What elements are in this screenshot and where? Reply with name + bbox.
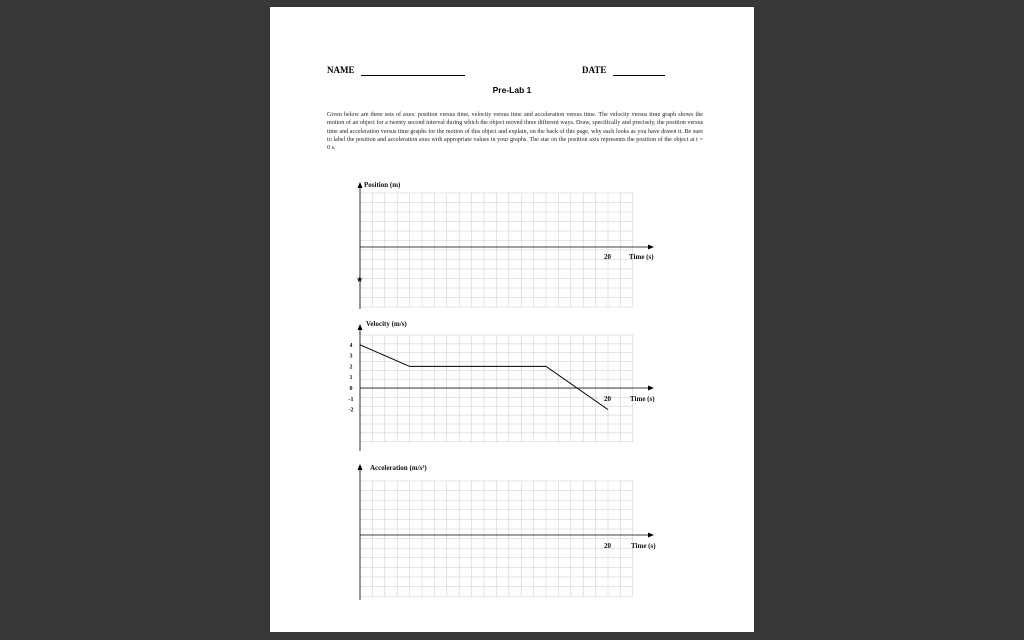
velocity-graph: [349, 320, 656, 451]
position-time-arrowhead: [648, 245, 654, 250]
velocity-time-arrowhead: [648, 386, 654, 391]
position-graph: [356, 181, 654, 309]
velocity-tick-label: -2: [348, 407, 354, 414]
velocity-tick-label: 2: [349, 364, 353, 371]
acceleration-grid: [360, 481, 633, 596]
velocity-axis-label: Velocity (m/s): [366, 320, 407, 328]
acceleration-graph: [358, 464, 657, 600]
acceleration-time-arrowhead: [648, 533, 654, 538]
position-x-end-label: 20: [604, 253, 611, 261]
star-icon: ★: [356, 275, 364, 284]
velocity-time-label: Time (s): [630, 395, 655, 403]
velocity-tick-labels: [349, 343, 354, 414]
acceleration-axis-arrowhead: [358, 464, 363, 470]
acceleration-x-end-label: 20: [604, 542, 611, 550]
velocity-axis-arrowhead: [358, 324, 363, 330]
date-label: DATE: [582, 65, 607, 75]
velocity-tick-label: 1: [349, 375, 353, 382]
worksheet-page: [270, 7, 754, 632]
graphs-area: [270, 7, 754, 632]
velocity-tick-label: 3: [349, 353, 353, 360]
velocity-tick-label: 4: [349, 342, 353, 349]
position-time-label: Time (s): [629, 253, 654, 261]
position-grid: [360, 193, 633, 307]
velocity-tick-label: -1: [348, 396, 354, 403]
acceleration-time-label: Time (s): [631, 542, 656, 550]
acceleration-axis-label: Acceleration (m/s²): [370, 464, 427, 472]
position-axis-label: Position (m): [364, 181, 401, 189]
page-title: Pre-Lab 1: [492, 85, 532, 95]
instructions-paragraph: Given below are three sets of axes: position versus time, velocity versus time and acceleration versus time. The velocity versus time graph shows the motion of an object for a twenty second interval during which the object moved three different ways. Draw, specifically and precisely, the position versus time and acceleration versus time graphs for the motion of this object and explain, on the back of this page, why each looks as you have drawn it. Be sure to label the position and acceleration axes with appropriate values in your graphs. The star on the position axis represents the position of the object at t = 0 s.: [327, 112, 703, 152]
velocity-tick-label: 0: [349, 386, 353, 392]
position-axis-arrowhead: [358, 182, 363, 188]
velocity-x-end-label: 20: [604, 395, 611, 403]
name-label: NAME: [327, 65, 355, 75]
